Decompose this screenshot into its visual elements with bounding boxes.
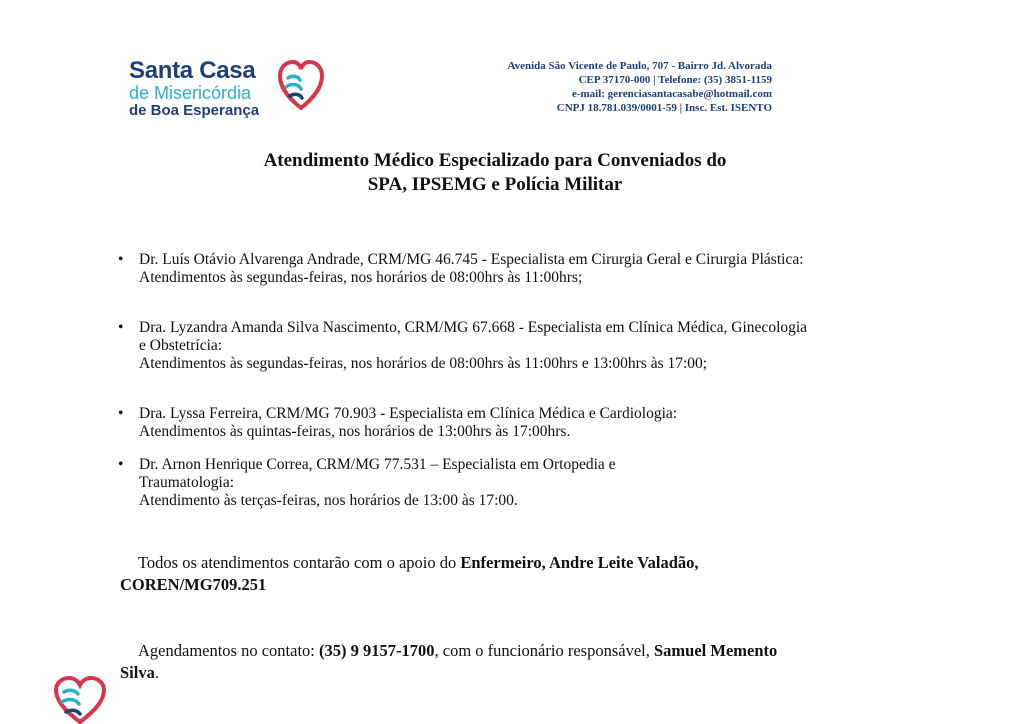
logo-line1: Santa Casa: [129, 57, 256, 84]
title-line1: Atendimento Médico Especializado para Conveniados do: [263, 150, 727, 171]
support-coren: COREN/MG709.251: [120, 575, 267, 594]
scheduling-phone: (35) 9 9157-1700: [319, 641, 435, 660]
contact-cnpj: CNPJ 18.781.039/0001-59 | Insc. Est. ISENTO: [556, 102, 772, 114]
scheduling-paragraph: [120, 640, 920, 684]
bullet: •: [118, 456, 124, 473]
doctor-line: Dra. Lyzandra Amanda Silva Nascimento, CRM/MG 67.668 - Especialista em Clínica Médica, Ginecologia: [139, 319, 808, 336]
logo: [126, 50, 336, 120]
list-item: [118, 456, 908, 510]
list-item: [118, 251, 908, 287]
scheduling-prefix: Agendamentos no contato:: [138, 641, 320, 660]
doctor-line: e Obstetrícia:: [139, 337, 223, 354]
logo-line3: de Boa Esperança: [129, 102, 260, 119]
doctor-line: Dr. Luís Otávio Alvarenga Andrade, CRM/MG 46.745 - Especialista em Cirurgia Geral e Cirurgia Plástica:: [139, 251, 804, 268]
doctor-line: Dra. Lyssa Ferreira, CRM/MG 70.903 - Especialista em Clínica Médica e Cardiologia:: [139, 405, 678, 422]
doctor-line: Traumatologia:: [139, 474, 235, 491]
title-line2: SPA, IPSEMG e Polícia Militar: [367, 174, 623, 195]
support-prefix: Todos os atendimentos contarão com o apoio do: [138, 553, 461, 572]
scheduling-middle: , com o funcionário responsável,: [434, 641, 654, 660]
bullet: •: [118, 405, 124, 422]
scheduling-name-part2: Silva: [120, 663, 155, 682]
document-title: [0, 149, 990, 197]
doctor-line: Atendimentos às segundas-feiras, nos horários de 08:00hrs às 11:00hrs e 13:00hrs às 17:00;: [139, 355, 708, 372]
doctor-line: Dr. Arnon Henrique Correa, CRM/MG 77.531 – Especialista em Ortopedia e: [139, 456, 616, 473]
contact-block: [507, 59, 772, 115]
contact-cep-phone: CEP 37170-000 | Telefone: (35) 3851-1159: [578, 74, 772, 86]
bullet: •: [118, 251, 124, 268]
footer-heart-icon: [50, 676, 110, 724]
doctor-line: Atendimentos às quintas-feiras, nos horários de 13:00hrs às 17:00hrs.: [139, 423, 571, 440]
contact-email: e-mail: gerenciasantacasabe@hotmail.com: [571, 88, 772, 100]
support-nurse: Enfermeiro, Andre Leite Valadão,: [460, 553, 699, 572]
doctor-line: Atendimento às terças-feiras, nos horários de 13:00 às 17:00.: [139, 492, 518, 509]
doctor-line: Atendimentos às segundas-feiras, nos horários de 08:00hrs às 11:00hrs;: [139, 269, 583, 286]
bullet: •: [118, 319, 124, 336]
scheduling-suffix: .: [154, 663, 159, 682]
doctor-list: [118, 251, 908, 542]
heart-logo-icon: [276, 56, 326, 114]
list-item: [118, 319, 908, 373]
scheduling-name-part1: Samuel Memento: [653, 641, 778, 660]
list-item: [118, 405, 908, 441]
support-paragraph: [120, 552, 920, 596]
logo-line2: de Misericórdia: [129, 83, 252, 103]
contact-address: Avenida São Vicente de Paulo, 707 - Bairro Jd. Alvorada: [507, 60, 772, 72]
